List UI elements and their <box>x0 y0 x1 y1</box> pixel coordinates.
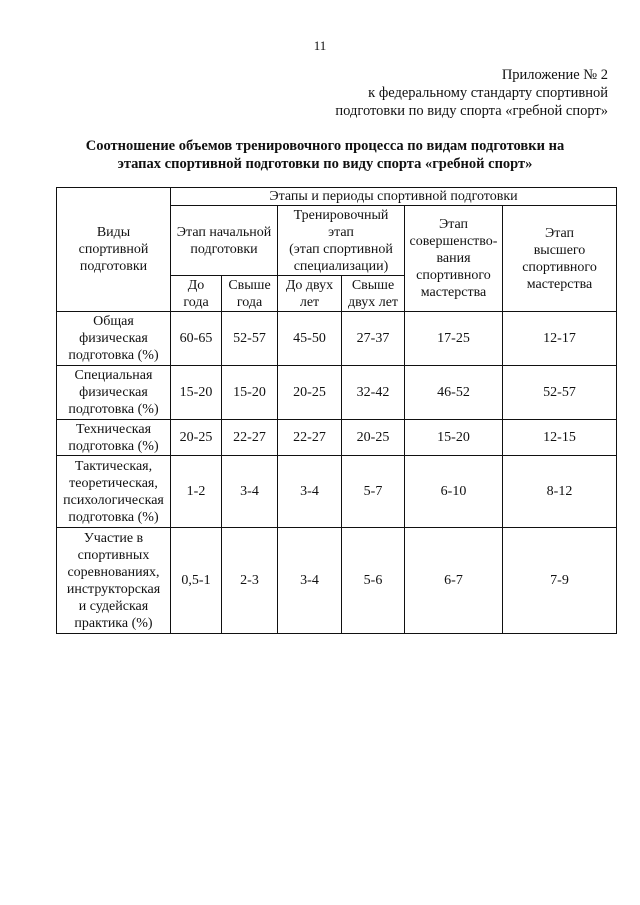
highest-stage-header <box>503 206 617 312</box>
value-cell: 3-4 <box>278 528 342 634</box>
label-line: спортивных <box>77 547 150 563</box>
label-line: подготовка (%) <box>68 402 159 417</box>
header-line: До двух <box>285 277 334 293</box>
label-line: Общая <box>93 314 134 329</box>
value-cell: 52-57 <box>222 312 278 366</box>
appendix-reference <box>248 66 608 120</box>
header-line: двух лет <box>347 294 399 310</box>
table-row <box>57 420 617 456</box>
label-line: соревнованиях, <box>67 564 160 580</box>
value-cell: 3-4 <box>278 456 342 528</box>
row-label <box>57 366 171 420</box>
header-line: подготовки <box>79 259 148 274</box>
appendix-line: Приложение № 2 <box>501 67 608 83</box>
row-label <box>57 312 171 366</box>
label-line: Участие в <box>83 530 144 546</box>
initial-stage-header <box>171 206 278 276</box>
value-cell: 22-27 <box>222 420 278 456</box>
table-row <box>57 456 617 528</box>
value-cell: 6-10 <box>405 456 503 528</box>
value-cell: 20-25 <box>342 420 405 456</box>
header-line: вания <box>436 251 471 266</box>
value-cell: 15-20 <box>171 366 222 420</box>
document-title <box>40 137 610 173</box>
header-line: совершенство- <box>409 234 498 249</box>
page-number: 11 <box>313 38 327 53</box>
header-line: мастерства <box>420 285 487 300</box>
header-line: подготовки <box>190 241 258 257</box>
header-line: Этап <box>544 225 575 241</box>
header-line: года <box>236 294 263 310</box>
label-line: физическая <box>79 331 148 346</box>
table-row <box>57 312 617 366</box>
value-cell: 20-25 <box>278 366 342 420</box>
value-cell: 15-20 <box>222 366 278 420</box>
table-row <box>57 366 617 420</box>
header-line: лет <box>299 294 320 310</box>
training-stage-header <box>278 206 405 276</box>
label-line: инструкторская <box>66 581 161 597</box>
label-line: подготовка (%) <box>68 348 159 363</box>
header-line: этап <box>328 224 354 240</box>
value-cell: 12-15 <box>503 420 617 456</box>
value-cell: 17-25 <box>405 312 503 366</box>
label-line: психологическая <box>63 492 164 508</box>
header-line: спортивной <box>78 242 149 257</box>
table-row <box>57 528 617 634</box>
value-cell: 32-42 <box>342 366 405 420</box>
label-line: физическая <box>79 385 148 400</box>
stages-header-cell: Этапы и периоды спортивной подготовки <box>171 188 617 206</box>
label-line: теоретическая, <box>69 475 158 491</box>
header-line: специализации) <box>293 258 389 274</box>
header-line: спортивного <box>522 259 597 275</box>
value-cell: 22-27 <box>278 420 342 456</box>
row-label <box>57 456 171 528</box>
value-cell: 15-20 <box>405 420 503 456</box>
header-line: высшего <box>533 242 586 258</box>
value-cell: 7-9 <box>503 528 617 634</box>
label-line: практика (%) <box>74 615 153 631</box>
label-line: Техническая <box>75 421 152 437</box>
value-cell: 0,5-1 <box>171 528 222 634</box>
period-header-up-to-two-years <box>278 276 342 312</box>
improvement-stage-header <box>405 206 503 312</box>
row-label <box>57 528 171 634</box>
title-line: Соотношение объемов тренировочного процесса по видам подготовки на <box>85 138 565 154</box>
label-line: подготовка (%) <box>68 438 159 454</box>
header-line: Виды <box>96 225 131 240</box>
value-cell: 27-37 <box>342 312 405 366</box>
header-line: Этап <box>438 217 469 232</box>
types-header-cell <box>57 188 171 312</box>
value-cell: 12-17 <box>503 312 617 366</box>
value-cell: 20-25 <box>171 420 222 456</box>
period-header-over-two-years <box>342 276 405 312</box>
value-cell: 60-65 <box>171 312 222 366</box>
header-line: года <box>183 294 209 310</box>
header-line: До <box>187 277 205 293</box>
appendix-line: к федеральному стандарту спортивной <box>368 85 608 101</box>
header-line: (этап спортивной <box>289 241 393 257</box>
training-ratio-table <box>56 187 617 634</box>
label-line: и судейская <box>78 598 149 614</box>
value-cell: 46-52 <box>405 366 503 420</box>
value-cell: 5-7 <box>342 456 405 528</box>
header-line: Свыше <box>228 277 271 293</box>
label-line: Специальная <box>74 368 153 383</box>
title-line: этапах спортивной подготовки по виду спорта «гребной спорт» <box>117 156 533 172</box>
value-cell: 8-12 <box>503 456 617 528</box>
value-cell: 45-50 <box>278 312 342 366</box>
row-label <box>57 420 171 456</box>
value-cell: 6-7 <box>405 528 503 634</box>
label-line: Тактическая, <box>74 458 153 474</box>
period-header-over-year <box>222 276 278 312</box>
value-cell: 5-6 <box>342 528 405 634</box>
header-line: Свыше <box>351 277 395 293</box>
value-cell: 3-4 <box>222 456 278 528</box>
value-cell: 1-2 <box>171 456 222 528</box>
period-header-up-to-year <box>171 276 222 312</box>
label-line: подготовка (%) <box>68 509 159 525</box>
value-cell: 2-3 <box>222 528 278 634</box>
header-line: Этап начальной <box>176 224 272 240</box>
value-cell: 52-57 <box>503 366 617 420</box>
header-line: Тренировочный <box>293 207 389 223</box>
header-line: мастерства <box>526 276 593 292</box>
header-line: спортивного <box>416 268 491 283</box>
appendix-line: подготовки по виду спорта «гребной спорт» <box>335 103 608 119</box>
